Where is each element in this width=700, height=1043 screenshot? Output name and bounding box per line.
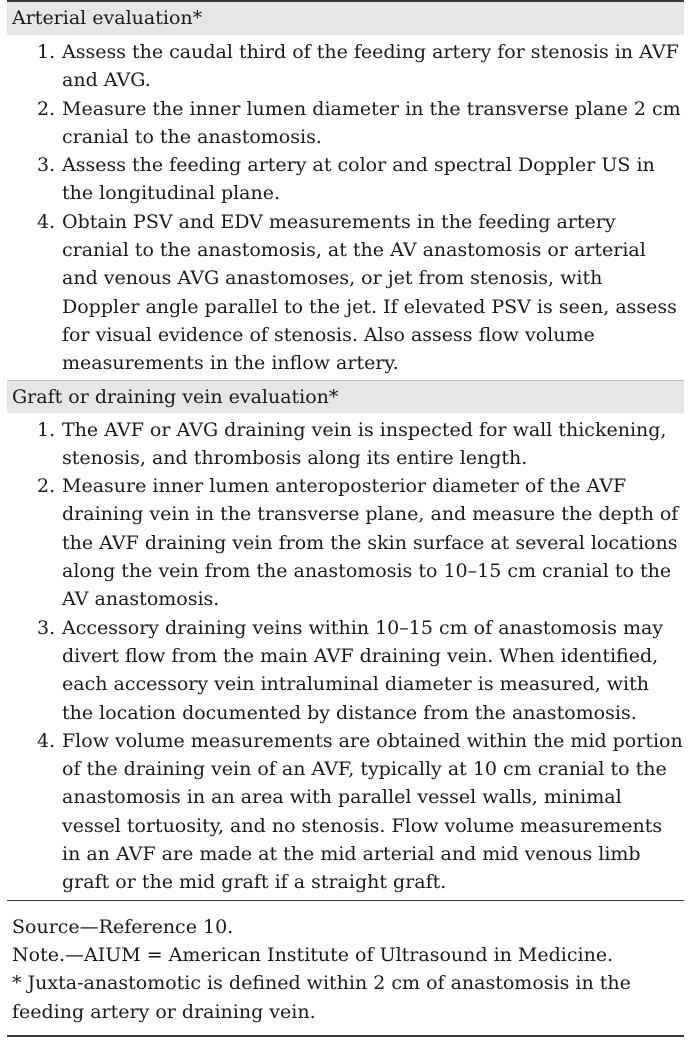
list-item <box>7 727 684 897</box>
item-number: 4. <box>37 210 56 233</box>
item-text: Flow volume measurements are obtained within the mid portion of the draining vein of an AVF, typically at 10 cm cranial to the anastomosis in an area with parallel vessel walls, minimal vessel tortuosity, and no stenosis. Flow volume measurements in an AVF are made at the mid arterial and mid venous limb graft or the mid graft if a straight graft. <box>62 729 683 894</box>
section-arterial <box>7 2 684 380</box>
footnote: * Juxta-anastomotic is defined within 2 cm of anastomosis in the feeding artery or draining vein. <box>12 972 631 1023</box>
item-number: 3. <box>37 616 56 639</box>
list-item <box>7 614 684 727</box>
source-note: Source—Reference 10. <box>12 915 234 938</box>
section-header: Graft or draining vein evaluation* <box>7 380 684 413</box>
item-list <box>7 35 684 380</box>
list-item <box>7 151 684 208</box>
list-item <box>7 38 684 95</box>
item-text: Assess the feeding artery at color and spectral Doppler US in the longitudinal plane. <box>62 154 655 205</box>
section-header: Arterial evaluation* <box>7 2 684 35</box>
item-number: 3. <box>37 154 56 177</box>
item-text: Assess the caudal third of the feeding artery for stenosis in AVF and AVG. <box>62 41 679 92</box>
table-notes <box>7 901 684 1026</box>
list-item <box>7 416 684 473</box>
item-number: 2. <box>37 475 56 498</box>
list-item <box>7 95 684 152</box>
list-item <box>7 208 684 378</box>
list-item <box>7 472 684 613</box>
item-text: Measure the inner lumen diameter in the transverse plane 2 cm cranial to the anastomosis. <box>62 97 681 148</box>
item-number: 2. <box>37 97 56 120</box>
section-draining-vein <box>7 380 684 899</box>
item-text: The AVF or AVG draining vein is inspected for wall thickening, stenosis, and thrombosis along its entire length. <box>62 418 667 469</box>
item-text: Accessory draining veins within 10–15 cm of anastomosis may divert flow from the main AVF draining vein. When identified, each accessory vein intraluminal diameter is measured, with the location documented by distance from the anastomosis. <box>62 616 664 724</box>
item-number: 1. <box>37 418 56 441</box>
item-list <box>7 413 684 899</box>
item-text: Measure inner lumen anteroposterior diameter of the AVF draining vein in the transverse plane, and measure the depth of the AVF draining vein from the skin surface at several locations along the vein from the anastomosis to 10–15 cm cranial to the AV anastomosis. <box>62 475 679 611</box>
protocol-table <box>7 0 684 1037</box>
abbreviation-note: Note.—AIUM = American Institute of Ultrasound in Medicine. <box>12 943 614 966</box>
bottom-rule <box>7 1035 684 1037</box>
item-text: Obtain PSV and EDV measurements in the feeding artery cranial to the anastomosis, at the AV anastomosis or arterial and venous AVG anastomoses, or jet from stenosis, with Doppler angle parallel to the jet. If elevated PSV is seen, assess for visual evidence of stenosis. Also assess flow volume measurements in the inflow artery. <box>62 210 677 375</box>
item-number: 1. <box>37 41 56 63</box>
item-number: 4. <box>37 729 56 752</box>
